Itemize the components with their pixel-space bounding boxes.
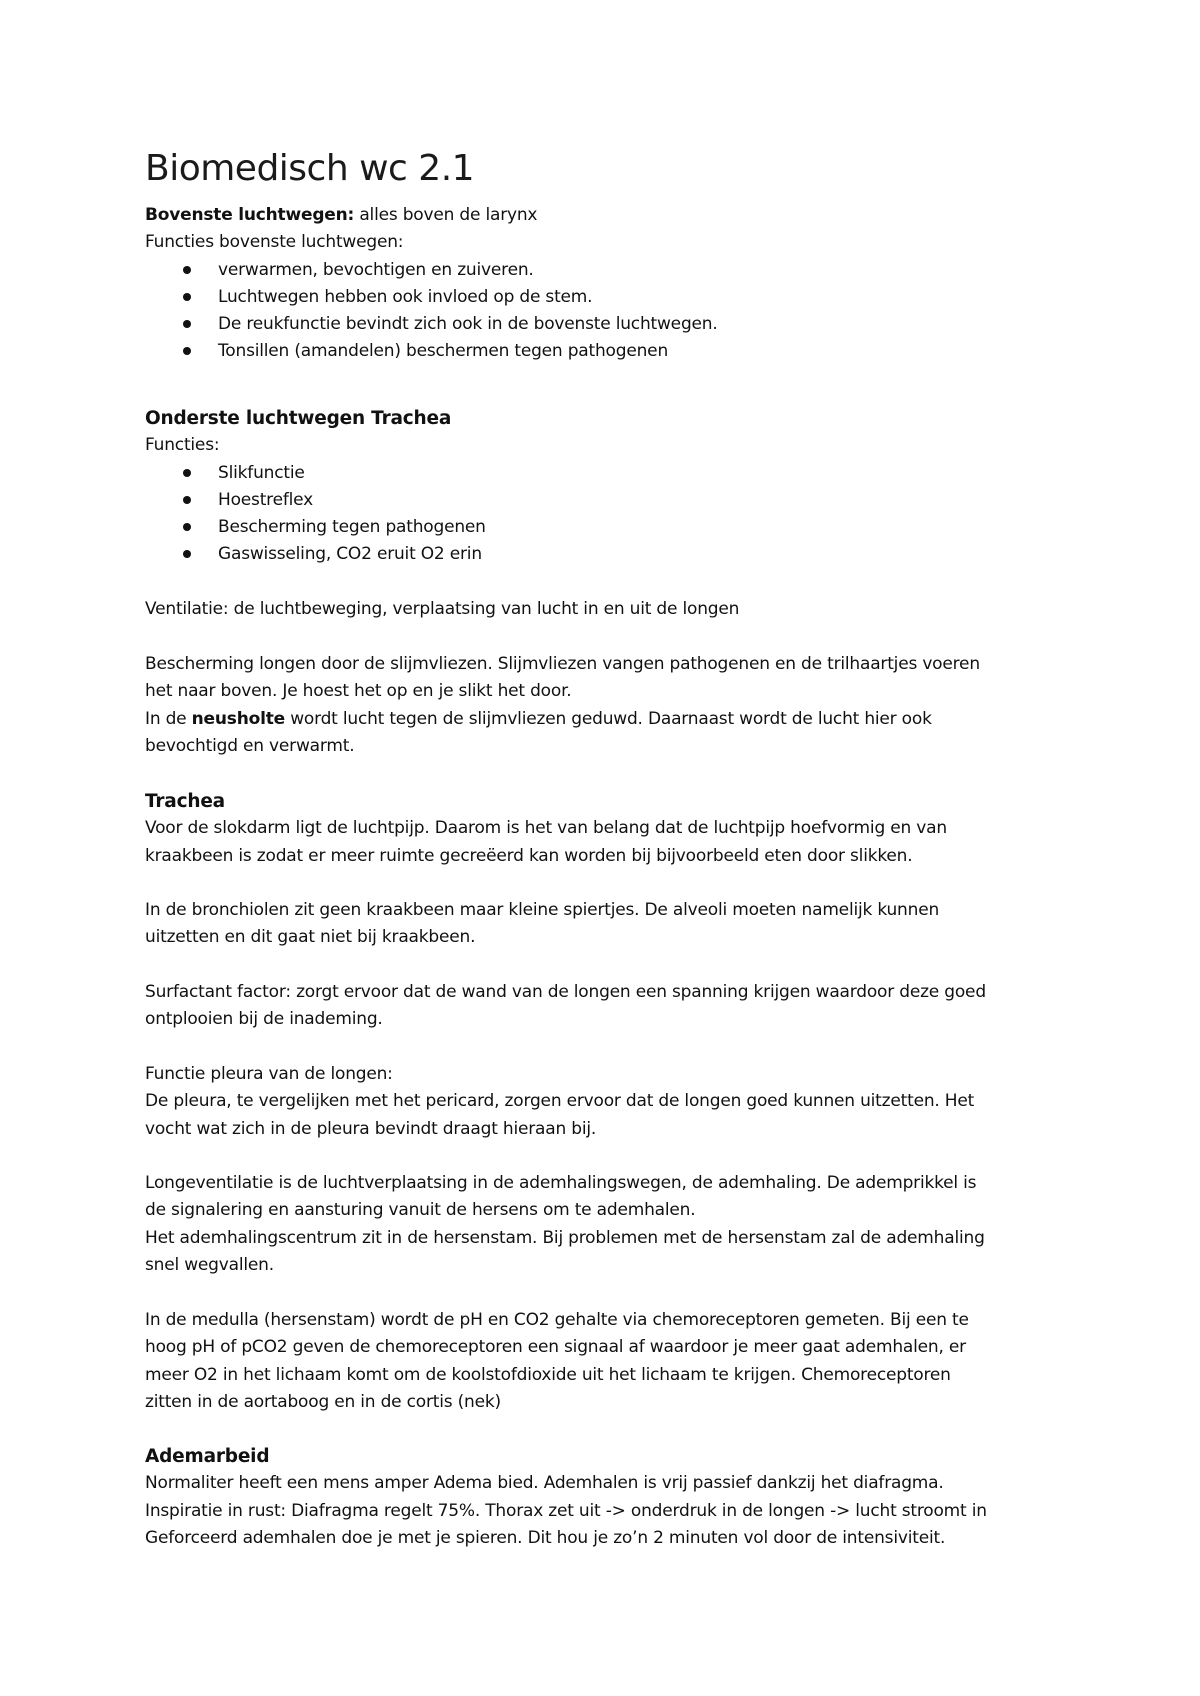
paragraph-surfactant: Surfactant factor: zorgt ervoor dat de wand van de longen een spanning krijgen waardoor deze goed ontplooien bij de inademing. <box>145 982 986 1030</box>
bullet-icon <box>183 266 191 274</box>
list-item: Tonsillen (amandelen) beschermen tegen pathogenen <box>145 338 1075 365</box>
section-ademarbeid: Ademarbeid Normaliter heeft een mens amper Adema bied. Ademhalen is vrij passief dankzij het diafragma. Inspiratie in rust: Diafragma regelt 75%. Thorax zet uit -> onderdruk in de longen -> lucht stroomt in Geforceerd ademhalen doe je met je spieren. Dit hou je zo’n 2 minuten vol door de intensiviteit. <box>145 1443 1075 1552</box>
section-onderste-luchtwegen <box>145 405 1075 569</box>
list-item: Bescherming tegen pathogenen <box>145 514 1075 541</box>
section-trachea: Trachea Voor de slokdarm ligt de luchtpijp. Daarom is het van belang dat de luchtpijp hoefvormig en van kraakbeen is zodat er meer ruimte gecreëerd kan worden bij bijvoorbeeld eten door slikken. <box>145 788 1075 870</box>
bullet-icon <box>183 496 191 504</box>
list-item: verwarmen, bevochtigen en zuiveren. <box>145 257 1075 284</box>
trachea-heading: Trachea <box>145 791 225 812</box>
bullet-icon <box>183 469 191 477</box>
paragraph-pleura: Functie pleura van de longen: De pleura, te vergelijken met het pericard, zorgen ervoor dat de longen goed kunnen uitzetten. Het vocht wat zich in de pleura bevindt draagt hieraan bij. <box>145 1064 975 1139</box>
list-item: Hoestreflex <box>145 487 1075 514</box>
onderste-intro: Functies: <box>145 435 220 456</box>
bovenste-intro: Functies bovenste luchtwegen: <box>145 232 404 253</box>
bovenste-definition <box>145 202 1075 229</box>
bullet-icon <box>183 523 191 531</box>
ademarbeid-heading: Ademarbeid <box>145 1446 270 1467</box>
list-item: De reukfunctie bevindt zich ook in de bovenste luchtwegen. <box>145 311 1075 338</box>
paragraph-ventilatie: Ventilatie: de luchtbeweging, verplaatsing van lucht in en uit de longen <box>145 599 740 619</box>
neusholte-term: neusholte <box>191 708 285 729</box>
bullet-icon <box>183 293 191 301</box>
bullet-icon <box>183 347 191 355</box>
document-title: Biomedisch wc 2.1 <box>145 148 475 189</box>
paragraph-medulla: In de medulla (hersenstam) wordt de pH en CO2 gehalte via chemoreceptoren gemeten. Bij een te hoog pH of pCO2 geven de chemoreceptoren een signaal af waardoor je meer gaat ademhalen, er meer O2 in het lichaam komt om de koolstofdioxide uit het lichaam te krijgen. Chemoreceptoren zitten in de aortaboog en in de cortis (nek) <box>145 1310 969 1412</box>
list-item: Slikfunctie <box>145 460 1075 487</box>
bovenste-desc: alles boven de larynx <box>354 205 538 225</box>
list-item: Gaswisseling, CO2 eruit O2 erin <box>145 541 1075 568</box>
paragraph-longeventilatie: Longeventilatie is de luchtverplaatsing in de ademhalingswegen, de ademhaling. De ademprikkel is de signalering en aansturing vanuit de hersens om te ademhalen. Het ademhalingscentrum zit in de hersenstam. Bij problemen met de hersenstam zal de ademhaling snel wegvallen. <box>145 1173 985 1275</box>
list-item: Luchtwegen hebben ook invloed op de stem. <box>145 284 1075 311</box>
onderste-function-list <box>145 460 1075 569</box>
bovenste-term: Bovenste luchtwegen: <box>145 205 355 225</box>
section-bovenste-luchtwegen <box>145 202 1075 366</box>
bovenste-function-list <box>145 257 1075 366</box>
bullet-icon <box>183 320 191 328</box>
paragraph-bescherming: Bescherming longen door de slijmvliezen. Slijmvliezen vangen pathogenen en de trilhaartjes voeren het naar boven. Je hoest het op en je slikt het door. In de neusholte wordt lucht tegen de slijmvliezen geduwd. Daarnaast wordt de lucht hier ook bevochtigd en verwarmt. <box>145 654 980 756</box>
onderste-heading: Onderste luchtwegen Trachea <box>145 408 452 429</box>
paragraph-bronchiolen: In de bronchiolen zit geen kraakbeen maar kleine spiertjes. De alveoli moeten namelijk kunnen uitzetten en dit gaat niet bij kraakbeen. <box>145 900 940 948</box>
document-page <box>145 0 1085 1696</box>
bullet-icon <box>183 550 191 558</box>
